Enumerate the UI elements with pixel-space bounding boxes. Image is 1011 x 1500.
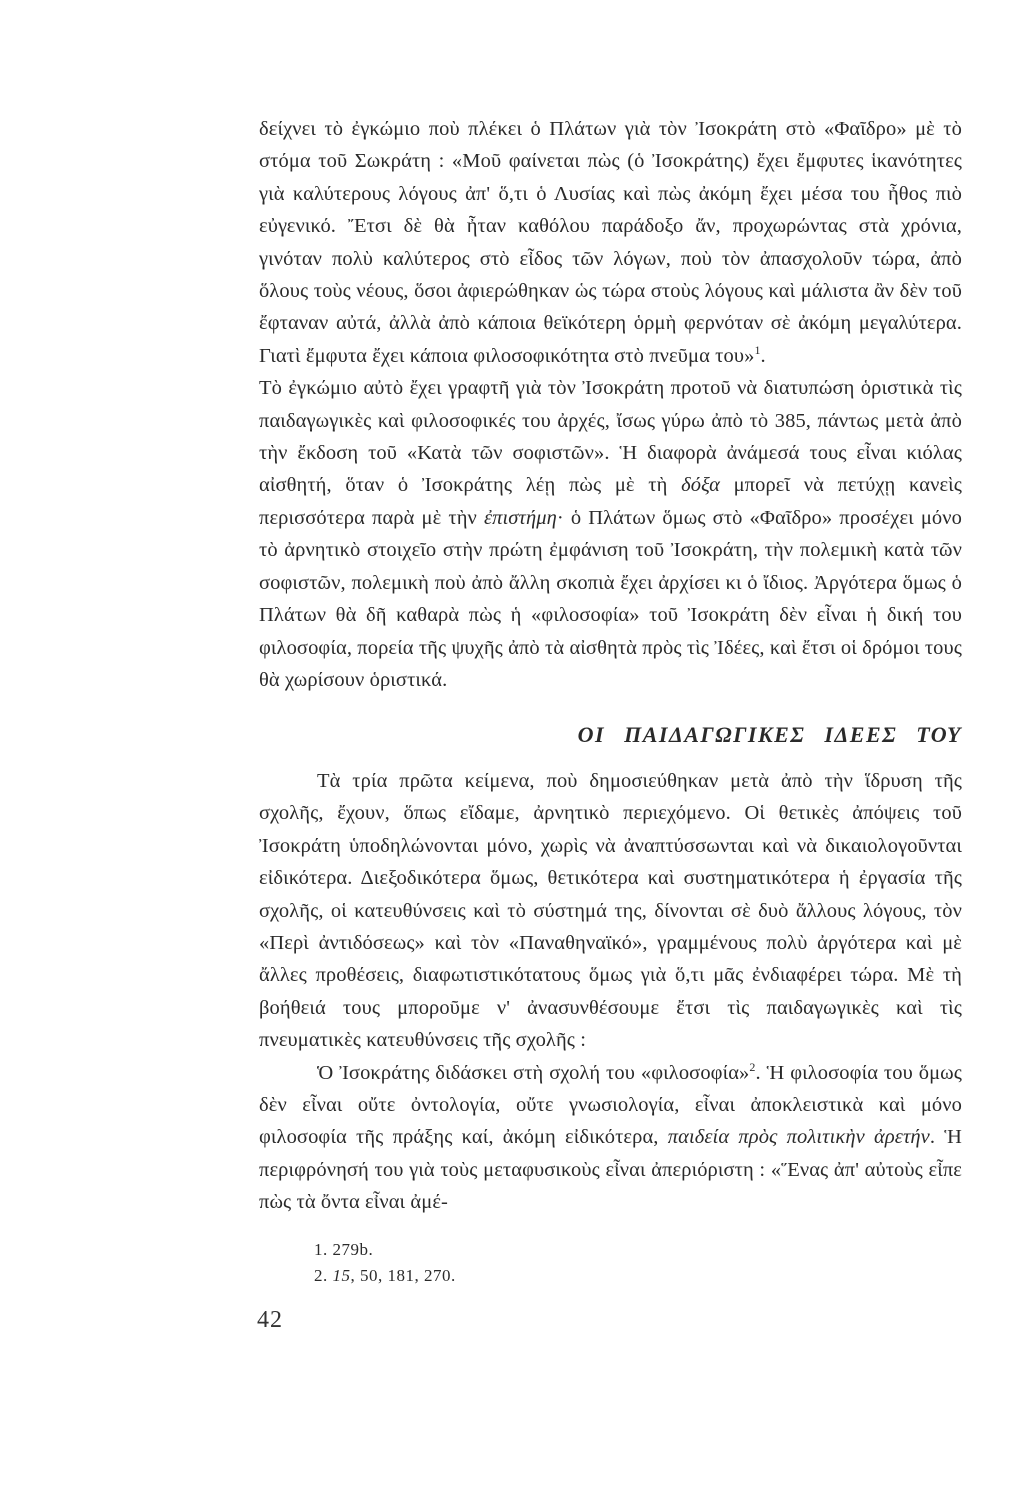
body-text-bottom — [259, 765, 962, 1219]
footnote-text: 279b. — [332, 1240, 374, 1259]
italic-phrase: παιδεία πρὸς πολιτικὴν ἀρετήν — [667, 1126, 930, 1149]
body-text-top — [259, 113, 962, 696]
paragraph-texts: Τὰ τρία πρῶτα κείμενα, ποὺ δημοσιεύθηκαν μετὰ ἀπὸ τὴν ἵδρυση τῆς σχολῆς, ἔχουν, ὅπως εἴδαμε, ἀρνητικὸ περιεχόμενο. Οἱ θετικὲς ἀπόψεις τοῦ Ἰσοκράτη ὑποδηλώνονται μόνο, χωρὶς νὰ ἀναπτύσσωνται καὶ νὰ δικαιολογοῦνται εἰδικότερα. Διεξοδικότερα ὅμως, θετικότερα καὶ συστηματικότερα ἡ ἐργασία τῆς σχολῆς, οἱ κατευθύνσεις καὶ τὸ σύστημά της, δίνονται σὲ δυὸ ἄλλους λόγους, τὸν «Περὶ ἀντιδόσεως» καὶ τὸν «Παναθηναϊκό», γραμμένους πολὺ ἀργότερα καὶ μὲ ἄλλες προθέσεις, διαφωτιστικότατους ὅμως γιὰ ὅ,τι μᾶς ἐνδιαφέρει τώρα. Μὲ τὴ βοήθειά τους μποροῦμε ν' ἀνασυνθέσουμε ἔτσι τὶς παιδαγωγικὲς καὶ τὶς πνευματικὲς κατευθύνσεις τῆς σχολῆς : — [259, 770, 962, 1052]
footnote-number: 2. — [314, 1266, 328, 1285]
italic-term: δόξα — [681, 474, 720, 497]
footnote-ref: 2 — [749, 1059, 756, 1074]
footnote-number: 1. — [314, 1240, 328, 1259]
page-number: 42 — [257, 1307, 283, 1333]
footnote-ref: 1 — [754, 343, 761, 358]
paragraph-text: Ὁ Ἰσοκράτης διδάσκει στὴ σχολή του «φιλοσοφία» — [317, 1061, 750, 1084]
paragraph-philosophy — [259, 1057, 962, 1219]
footnotes — [314, 1237, 456, 1289]
paragraph-quote — [259, 113, 962, 372]
footnote-1 — [314, 1237, 456, 1263]
paragraph-text: . Ἡ περιφρόνησή του γιὰ τοὺς μεταφυσικοὺς εἶναι ἀπεριόριστη : «Ἕνας ἀπ' αὐτοὺς εἶπε πὼς τὰ ὄντα εἶναι ἀμέ- — [259, 1126, 963, 1214]
paragraph-text: δείχνει τὸ ἐγκώμιο ποὺ πλέκει ὁ Πλάτων γιὰ τὸν Ἰσοκράτη στὸ «Φαῖδρο» μὲ τὸ στόμα τοῦ Σωκράτη : «Μοῦ φαίνεται πὼς (ὁ Ἰσοκράτης) ἔχει ἔμφυτες ἱκανότητες γιὰ καλύτερους λόγους ἀπ' ὅ,τι ὁ Λυσίας καὶ πὼς ἀκόμη ἔχει μέσα του ἦθος πιὸ εὐγενικό. Ἔτσι δὲ θὰ ἦταν καθόλου παράδοξο ἄν, προχωρώντας στὰ χρόνια, γινόταν πολὺ καλύτερος στὸ εἶδος τῶν λόγων, ποὺ τὸν ἀπασχολοῦν τώρα, ἀπὸ ὅλους τοὺς νέους, ὅσοι ἀφιερώθηκαν ὡς τώρα στοὺς λόγους καὶ μάλιστα ἂν δὲν τοῦ ἔφταναν αὐτά, ἀλλὰ ἀπὸ κάποια θεϊκότερη ὁρμὴ φερνόταν σὲ ἀκόμη μεγαλύτερα. Γιατὶ ἔμφυτα ἔχει κάποια φιλοσοφικότητα στὸ πνεῦμα του» — [259, 118, 962, 367]
paragraph-text: . Ἡ φιλοσοφία του ὅμως δὲν εἶναι οὔτε ὀντολογία, οὔτε γνωσιολογία, εἶναι ἀποκλειστικὰ καὶ μόνο φιλοσοφία τῆς πράξης καί, ἀκόμη εἰδικότερα, — [259, 1061, 962, 1149]
paragraph-text: Τὸ ἐγκώμιο αὐτὸ ἔχει γραφτῆ γιὰ τὸν Ἰσοκράτη προτοῦ νὰ διατυπώση ὁριστικὰ τὶς παιδαγωγικὲς καὶ φιλοσοφικές του ἀρχές, ἴσως γύρω ἀπὸ τὸ 385, πάντως μετὰ ἀπὸ τὴν ἔκδοση τοῦ «Κατὰ τῶν σοφιστῶν». Ἡ διαφορὰ ἀνάμεσά τους εἶναι κιόλας αἰσθητή, ὅταν ὁ Ἰσοκράτης λέῃ πὼς μὲ τὴ — [259, 377, 962, 497]
paragraph-encomium — [259, 372, 962, 696]
footnote-italic: 15 — [332, 1266, 351, 1285]
footnote-text: , 50, 181, 270. — [350, 1266, 456, 1285]
paragraph-text: · ὁ Πλάτων ὅμως στὸ «Φαῖδρο» προσέχει μόνο τὸ ἀρνητικὸ στοιχεῖο στὴν πρώτη ἐμφάνιση τοῦ Ἰσοκράτη, τὴν πολεμικὴ κατὰ τῶν σοφιστῶν, πολεμικὴ ποὺ ἀπὸ ἄλλη σκοπιὰ ἔχει ἀρχίσει κι ὁ ἴδιος. Ἀργότερα ὅμως ὁ Πλάτων θὰ δῆ καθαρὰ πὼς ἡ «φιλοσοφία» τοῦ Ἰσοκράτη δὲν εἶναι ἡ δική του φιλοσοφία, πορεία τῆς ψυχῆς ἀπὸ τὰ αἰσθητὰ πρὸς τὶς Ἰδέες, καὶ ἔτσι οἱ δρόμοι τους θὰ χωρίσουν ὁριστικά. — [259, 506, 962, 691]
paragraph-end: . — [760, 344, 766, 367]
paragraph-text: μπορεῖ νὰ πετύχῃ κανεὶς περισσότερα παρὰ μὲ τὴν — [259, 474, 962, 529]
footnote-2 — [314, 1263, 456, 1289]
section-heading: ΟΙ ΠΑΙΔΑΓΩΓΙΚΕΣ ΙΔΕΕΣ ΤΟΥ — [577, 722, 962, 747]
italic-term: ἐπιστήμη — [483, 506, 557, 529]
